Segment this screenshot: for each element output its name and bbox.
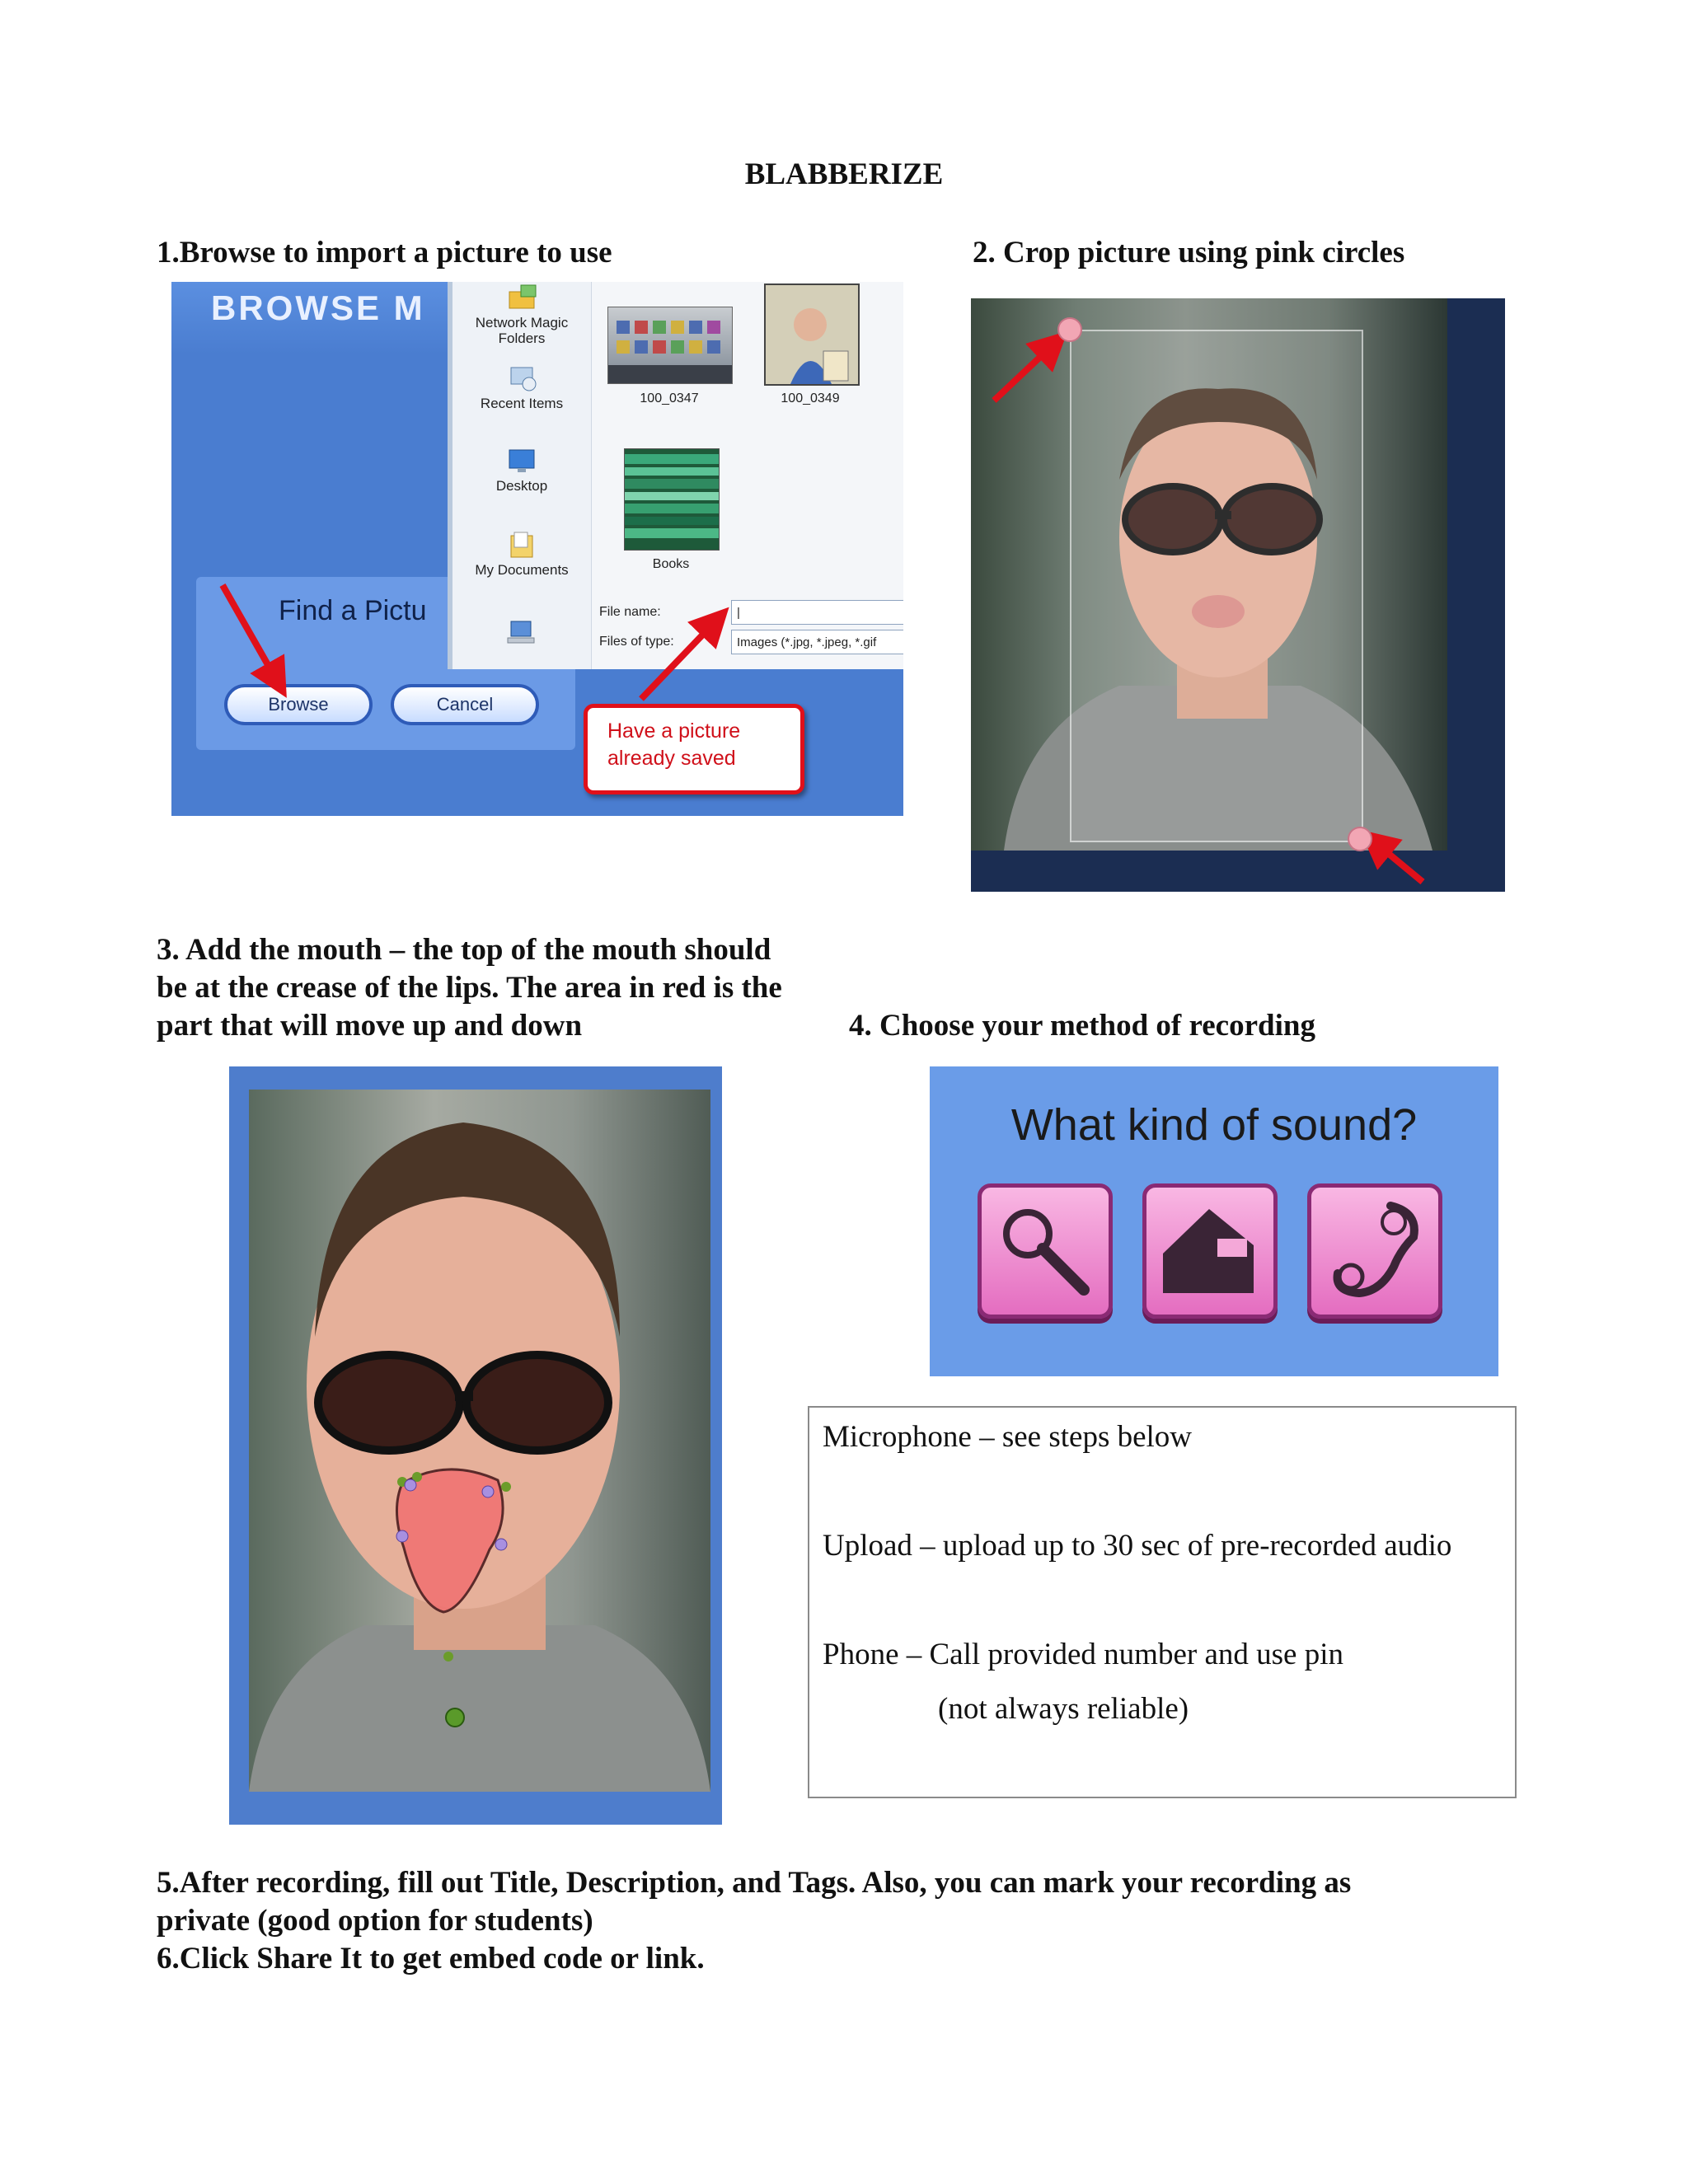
phone-button[interactable] xyxy=(1307,1183,1442,1319)
file-type-select[interactable]: Images (*.jpg, *.jpeg, *.gif xyxy=(731,630,903,654)
step3-heading-line3: part that will move up and down xyxy=(157,1009,583,1043)
jaw-control-point[interactable] xyxy=(443,1652,453,1661)
mouth-control-point[interactable] xyxy=(501,1482,511,1492)
step1-heading: 1.Browse to import a picture to use xyxy=(157,236,612,269)
file-name-label: File name: xyxy=(599,605,661,619)
red-arrow-icon xyxy=(171,282,903,816)
microphone-button[interactable] xyxy=(978,1183,1113,1319)
sound-screenshot xyxy=(930,1066,1498,1376)
recording-options-box xyxy=(808,1406,1517,1798)
mouth-anchor-point[interactable] xyxy=(482,1486,494,1497)
crop-handle-top-left[interactable] xyxy=(1058,318,1081,341)
mouth-anchor-point[interactable] xyxy=(495,1539,507,1550)
browse-button[interactable]: Browse xyxy=(224,684,373,725)
step3-heading-line2: be at the crease of the lips. The area in red is the xyxy=(157,971,782,1005)
browse-banner-text: BROWSE M xyxy=(211,288,425,327)
upload-button[interactable] xyxy=(1142,1183,1278,1319)
microphone-icon xyxy=(982,1188,1109,1315)
mouth-anchor-point[interactable] xyxy=(396,1530,408,1542)
jaw-handle[interactable] xyxy=(446,1708,464,1727)
option-phone: Phone – Call provided number and use pin xyxy=(823,1638,1343,1671)
file-type-label: Files of type: xyxy=(599,635,674,649)
sidebar-label: Recent Items xyxy=(480,396,564,411)
cancel-button[interactable]: Cancel xyxy=(391,684,539,725)
face-with-mouth-overlay-icon xyxy=(249,1090,710,1792)
sidebar-label: My Documents xyxy=(475,562,569,578)
sidebar-label: Network Magic Folders xyxy=(475,315,569,346)
step2-heading: 2. Crop picture using pink circles xyxy=(973,236,1405,269)
thumbnail-label: 100_0347 xyxy=(640,391,699,405)
mouth-anchor-point[interactable] xyxy=(405,1479,416,1491)
crop-screenshot xyxy=(971,298,1505,892)
upload-house-icon xyxy=(1146,1188,1273,1315)
mouth-screenshot xyxy=(229,1066,722,1825)
crop-overlay xyxy=(971,298,1505,892)
step6-line: 6.Click Share It to get embed code or link. xyxy=(157,1942,705,1975)
find-picture-label: Find a Pictu xyxy=(279,595,427,626)
saved-picture-callout: Have a picture already saved xyxy=(584,704,804,794)
step3-heading-line1: 3. Add the mouth – the top of the mouth should xyxy=(157,933,771,967)
telephone-icon xyxy=(1311,1188,1438,1315)
mouth-photo xyxy=(249,1090,710,1792)
file-name-input[interactable]: | xyxy=(731,600,903,625)
crop-handle-bottom-right[interactable] xyxy=(1348,827,1372,851)
step5-line2: private (good option for students) xyxy=(157,1904,593,1938)
document-title: BLABBERIZE xyxy=(744,157,944,191)
option-microphone: Microphone – see steps below xyxy=(823,1420,1193,1454)
step5-line1: 5.After recording, fill out Title, Description, and Tags. Also, you can mark your recording as xyxy=(157,1866,1352,1900)
browse-screenshot xyxy=(171,282,903,816)
step4-heading: 4. Choose your method of recording xyxy=(849,1009,1315,1043)
option-upload: Upload – upload up to 30 sec of pre-recorded audio xyxy=(823,1529,1452,1563)
sound-question: What kind of sound? xyxy=(1010,1100,1418,1150)
thumbnail-label: Books xyxy=(652,557,690,571)
thumbnail-label: 100_0349 xyxy=(781,391,840,405)
option-phone-note: (not always reliable) xyxy=(938,1692,1189,1726)
sidebar-label: Desktop xyxy=(495,478,548,494)
